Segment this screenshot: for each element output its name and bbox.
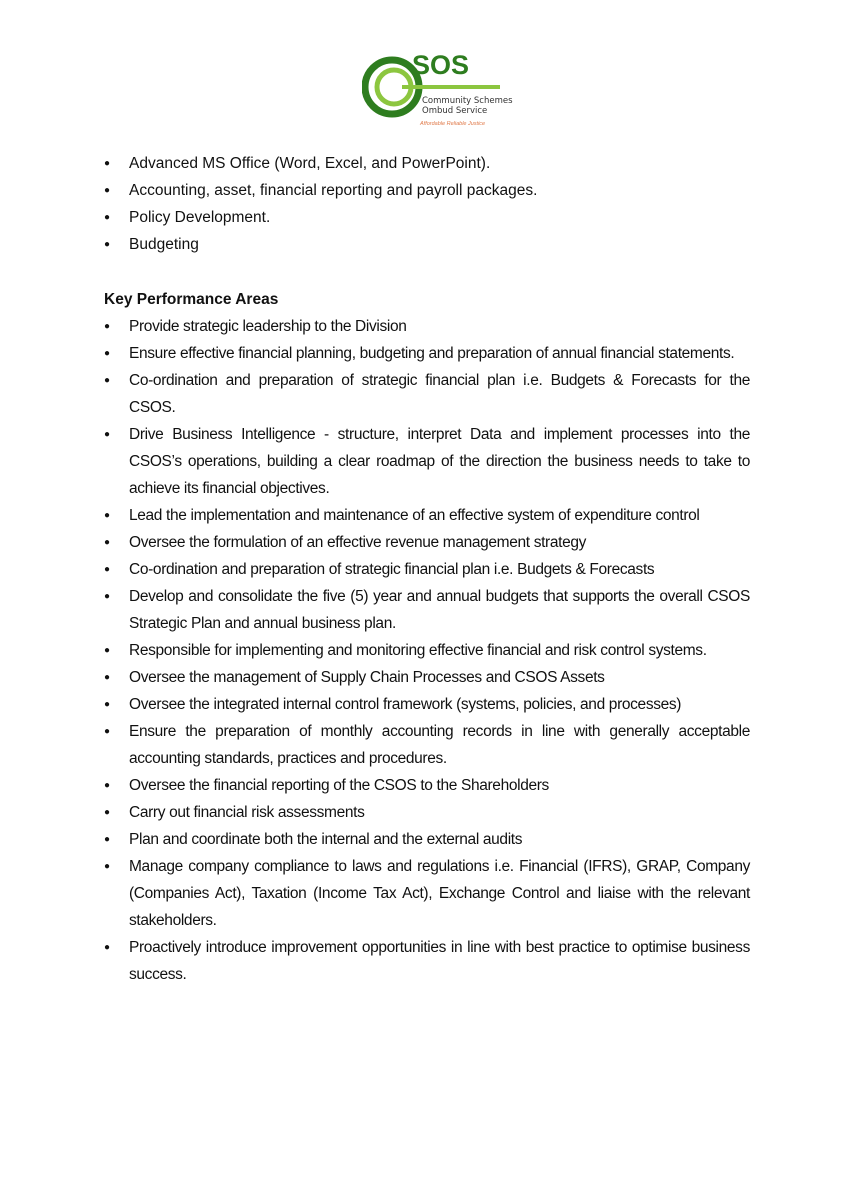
bullet-icon: ● <box>104 645 110 656</box>
bullet-icon: ● <box>104 942 110 953</box>
bullet-icon: ● <box>104 672 110 683</box>
bullet-icon: ● <box>104 807 110 818</box>
list-item: ● Ensure the preparation of monthly accounting records in line with generally acceptable accounting standards, practices and procedures. <box>104 718 750 772</box>
bullet-icon: ● <box>104 537 110 548</box>
bullet-icon: ● <box>104 591 110 602</box>
list-item: ● Policy Development. <box>104 204 750 231</box>
logo-org-line1: Community Schemes <box>422 96 513 106</box>
bullet-icon: ● <box>104 185 111 196</box>
section-heading: Key Performance Areas <box>104 291 279 308</box>
bullet-icon: ● <box>104 212 111 223</box>
list-item: ● Budgeting <box>104 231 750 258</box>
kpa-list <box>104 313 750 988</box>
list-item: ● Co-ordination and preparation of strategic financial plan i.e. Budgets & Forecasts <box>104 556 750 583</box>
document-body <box>104 150 750 988</box>
list-item: ● Carry out financial risk assessments <box>104 799 750 826</box>
bullet-icon: ● <box>104 321 110 332</box>
list-item: ● Advanced MS Office (Word, Excel, and PowerPoint). <box>104 150 750 177</box>
bullet-icon: ● <box>104 861 110 872</box>
logo-acronym: SOS <box>412 50 470 80</box>
list-item: ● Accounting, asset, financial reporting and payroll packages. <box>104 177 750 204</box>
logo-tagline: Affordable Reliable Justice <box>420 121 486 127</box>
csos-logo <box>362 52 512 132</box>
list-item: ● Drive Business Intelligence - structure, interpret Data and implement processes into the CSOS’s operations, building a clear roadmap of the direction the business needs to take to achieve its financial objectives. <box>104 421 750 502</box>
list-item: ● Oversee the integrated internal control framework (systems, policies, and processes) <box>104 691 750 718</box>
list-item: ● Manage company compliance to laws and regulations i.e. Financial (IFRS), GRAP, Company (Companies Act), Taxation (Income Tax Act), Exchange Control and liaise with the relevant stakeholders. <box>104 853 750 934</box>
list-item: ● Co-ordination and preparation of strategic financial plan i.e. Budgets & Forecasts for the CSOS. <box>104 367 750 421</box>
bullet-icon: ● <box>104 348 110 359</box>
bullet-icon: ● <box>104 375 110 386</box>
logo-org-line2: Ombud Service <box>422 106 488 116</box>
list-item: ● Responsible for implementing and monitoring effective financial and risk control systems. <box>104 637 750 664</box>
bullet-icon: ● <box>104 239 111 250</box>
bullet-icon: ● <box>104 564 110 575</box>
list-item: ● Ensure effective financial planning, budgeting and preparation of annual financial statements. <box>104 340 750 367</box>
bullet-icon: ● <box>104 510 110 521</box>
bullet-icon: ● <box>104 699 110 710</box>
bullet-icon: ● <box>104 158 111 169</box>
list-item: ● Plan and coordinate both the internal and the external audits <box>104 826 750 853</box>
list-item: ● Oversee the formulation of an effective revenue management strategy <box>104 529 750 556</box>
bullet-icon: ● <box>104 429 110 440</box>
list-item: ● Develop and consolidate the five (5) year and annual budgets that supports the overall CSOS Strategic Plan and annual business plan. <box>104 583 750 637</box>
list-item: ● Oversee the financial reporting of the CSOS to the Shareholders <box>104 772 750 799</box>
list-item: ● Lead the implementation and maintenance of an effective system of expenditure control <box>104 502 750 529</box>
bullet-icon: ● <box>104 726 110 737</box>
bullet-icon: ● <box>104 834 110 845</box>
bullet-icon: ● <box>104 780 110 791</box>
list-item: ● Proactively introduce improvement opportunities in line with best practice to optimise business success. <box>104 934 750 988</box>
list-item: ● Provide strategic leadership to the Division <box>104 313 750 340</box>
skills-list <box>104 150 750 258</box>
list-item: ● Oversee the management of Supply Chain Processes and CSOS Assets <box>104 664 750 691</box>
